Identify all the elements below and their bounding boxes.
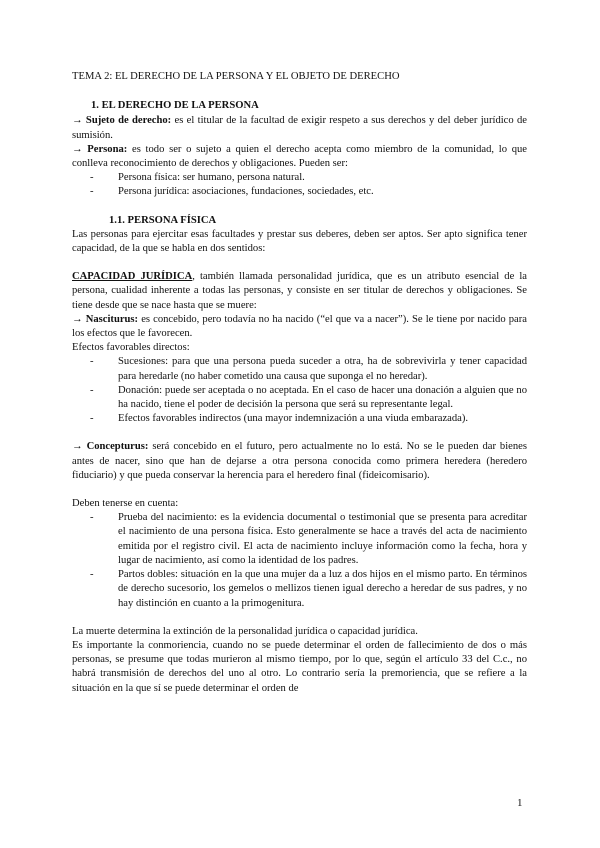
persona-label: Persona: xyxy=(87,143,128,155)
efectos-list xyxy=(72,355,527,426)
document-page xyxy=(72,70,527,696)
arrow-icon: → xyxy=(72,115,83,127)
muerte-paragraph: La muerte determina la extinción de la personalidad jurídica o capacidad jurídica. xyxy=(72,625,418,637)
nasciturus-paragraph xyxy=(72,313,527,341)
arrow-icon: → xyxy=(72,313,83,325)
concepturus-label: Concepturus: xyxy=(86,441,149,453)
efectos-heading: Efectos favorables directos: xyxy=(72,342,190,354)
capacidad-intro: Las personas para ejercitar esas facultades y prestar sus deberes, deben ser aptos. Ser apto significa tener capacidad, de la que se habla en dos sentidos: xyxy=(72,228,527,255)
nasciturus-text: es concebido, pero todavía no ha nacido (“el que va a nacer”). Se le tiene por nacido para los efectos que le favorecen. xyxy=(72,313,527,340)
list-item: - Donación: puede ser aceptada o no aceptada. En el caso de hacer una donación a alguien que no ha nacido, tiene el poder de decisión la persona que será su representante legal. xyxy=(118,384,527,412)
deben-heading: Deben tenerse en cuenta: xyxy=(72,498,179,510)
list-item: - Efectos favorables indirectos (una mayor indemnización a una viuda embarazada). xyxy=(118,412,527,426)
concepturus-paragraph xyxy=(72,440,527,483)
sujeto-text: es el titular de la facultad de exigir respeto a sus derechos y del deber jurídico de sumisión. xyxy=(72,115,527,141)
persona-paragraph xyxy=(72,143,527,171)
list-item: - Sucesiones: para que una persona pueda suceder a otra, ha de sobrevivirla y tener capacidad para heredarle (no haber cometido una causa que suponga el no heredar). xyxy=(118,355,527,383)
sujeto-paragraph xyxy=(72,114,527,142)
list-item: - Persona física: ser humano, persona natural. xyxy=(118,171,527,185)
persona-text: es todo ser o sujeto a quien el derecho acepta como miembro de la comunidad, lo que conlleva reconocimiento de derechos y obligaciones. Pueden ser: xyxy=(72,143,527,170)
concepturus-text: será concebido en el futuro, pero actualmente no lo está. No se le pueden dar bienes antes de nacer, sino que han de dejarse a otra persona conocida como primera heredera (heredero fiduciario) y que pueda conservar la herencia para el heredero final (fideicomisario). xyxy=(72,441,527,481)
list-item: - Persona jurídica: asociaciones, fundaciones, sociedades, etc. xyxy=(118,185,527,199)
list-item: - Prueba del nacimiento: es la evidencia documental o testimonial que se presenta para acreditar el nacimiento de una persona física. Esto generalmente se hace a través del acta de nacimiento emitida por el registro civil. El acta de nacimiento incluye información como la fecha, hora y lugar de nacimiento, así como la identidad de los padres. xyxy=(118,511,527,568)
persona-types-list xyxy=(72,171,527,199)
document-title: TEMA 2: EL DERECHO DE LA PERSONA Y EL OBJETO DE DERECHO xyxy=(72,71,400,82)
deben-list xyxy=(72,511,527,610)
nasciturus-label: Nasciturus: xyxy=(85,313,139,325)
section-heading-1: 1. EL DERECHO DE LA PERSONA xyxy=(91,100,259,112)
list-item: - Partos dobles: situación en la que una mujer da a luz a dos hijos en el mismo parto. En términos de derecho sucesorio, los gemelos o mellizos tienen igual derecho a heredar de sus padres, y no hay distinción en cuanto a la primogenitura. xyxy=(118,568,527,611)
capacidad-paragraph xyxy=(72,270,527,313)
sujeto-label: Sujeto de derecho: xyxy=(85,115,172,127)
capacidad-text: , también llamada personalidad jurídica, que es un atributo esencial de la persona, cualidad inherente a todas las personas, y consiste en ser titular de derechos y obligaciones. Se tiene desde que se nace hasta que se muere: xyxy=(72,271,527,311)
arrow-icon: → xyxy=(72,143,83,155)
section-heading-1-1: 1.1. PERSONA FÍSICA xyxy=(109,214,217,226)
arrow-icon: → xyxy=(72,441,83,453)
capacidad-label: CAPACIDAD JURÍDICA xyxy=(72,271,193,283)
page-number: 1 xyxy=(517,797,523,809)
conmoriencia-paragraph: Es importante la conmoriencia, cuando no se puede determinar el orden de fallecimiento de dos o más personas, se presume que todas murieron al mismo tiempo, por lo que, según el artículo 33 del C.c., no habrá transmisión de derechos del uno al otro. Lo contrario sería la premoriencia, que se refiere a la situación en la que sí se puede determinar el orden de xyxy=(72,639,527,694)
